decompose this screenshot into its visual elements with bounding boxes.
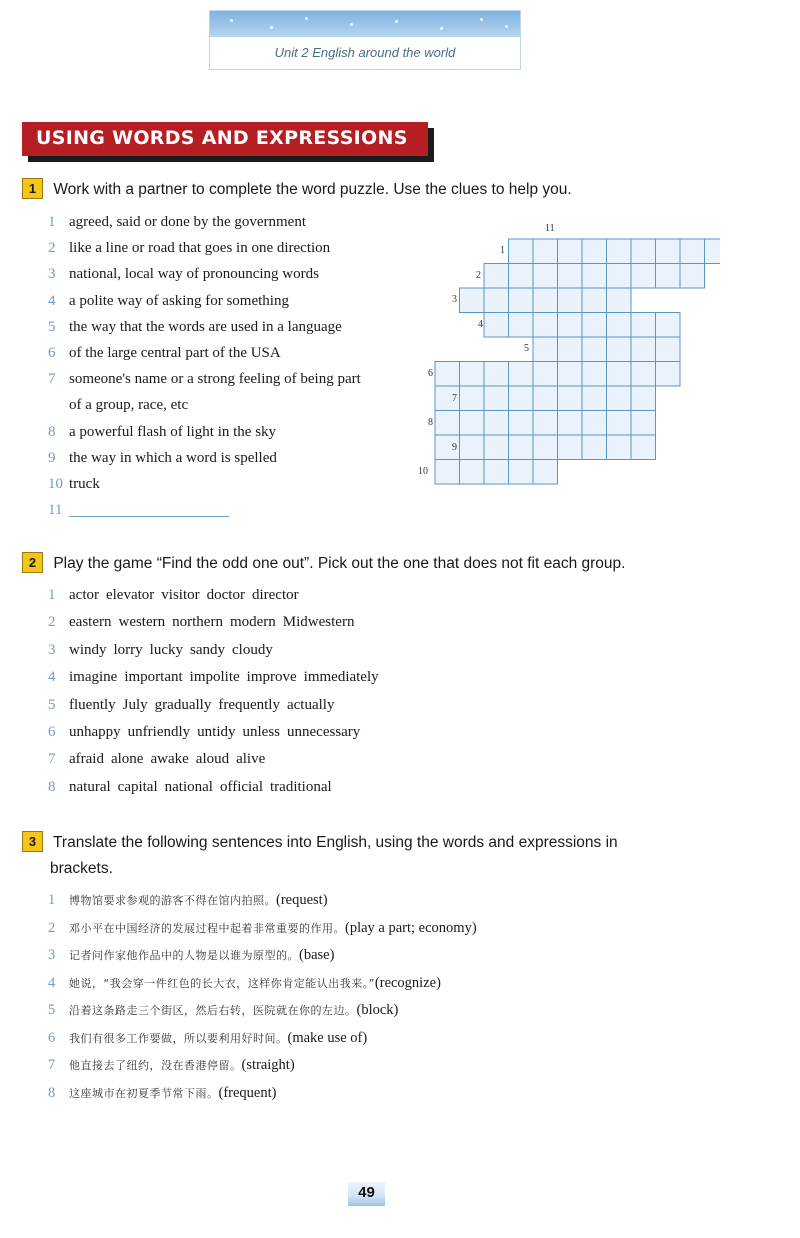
crossword-cell[interactable] — [484, 411, 509, 436]
instruction-text: Work with a partner to complete the word puzzle. Use the clues to help you. — [53, 181, 572, 198]
word-group: 8 natural capital national official traditional — [48, 778, 332, 795]
crossword-cell[interactable] — [435, 460, 460, 485]
crossword-cell[interactable] — [558, 411, 583, 436]
clue-item: 1 agreed, said or done by the government — [48, 214, 307, 230]
crossword-cell[interactable] — [631, 313, 656, 338]
crossword-cell[interactable] — [607, 435, 632, 460]
crossword-number: 6 — [428, 368, 433, 379]
crossword-cell[interactable] — [582, 264, 607, 289]
unit-title: Unit 2 English around the world — [274, 45, 456, 60]
crossword-cell[interactable] — [607, 337, 632, 362]
crossword-number: 10 — [418, 466, 428, 477]
crossword-cell[interactable] — [509, 411, 534, 436]
crossword-cell[interactable] — [460, 411, 485, 436]
crossword-cell[interactable] — [558, 337, 583, 362]
crossword-cell[interactable] — [533, 264, 558, 289]
translation-item: 7 他直接去了纽约，没在香港停留。(straight) — [48, 1057, 295, 1073]
crossword-number: 3 — [452, 294, 457, 305]
crossword-number: 1 — [500, 245, 505, 256]
crossword-cell[interactable] — [680, 264, 705, 289]
exercise-1-instruction — [22, 178, 572, 199]
crossword-grid — [410, 212, 720, 492]
crossword-cell[interactable] — [509, 239, 534, 264]
crossword-cell[interactable] — [558, 362, 583, 387]
page-number: 49 — [348, 1182, 385, 1206]
crossword-cell[interactable] — [582, 288, 607, 313]
crossword-cell[interactable] — [656, 337, 681, 362]
crossword-cell[interactable] — [631, 411, 656, 436]
crossword-cell[interactable] — [656, 264, 681, 289]
exercise-2-instruction — [22, 552, 625, 573]
crossword-cell[interactable] — [533, 288, 558, 313]
unit-banner — [209, 10, 521, 70]
crossword-cell[interactable] — [533, 337, 558, 362]
crossword-number: 9 — [452, 442, 457, 453]
clue-item-blank: 11 — [48, 497, 361, 523]
crossword-cell[interactable] — [435, 362, 460, 387]
crossword-cell[interactable] — [484, 362, 509, 387]
section-heading — [22, 122, 434, 162]
exercise-3-instruction — [22, 830, 618, 882]
crossword-cell[interactable] — [656, 239, 681, 264]
crossword-number: 8 — [428, 417, 433, 428]
crossword-cell[interactable] — [533, 386, 558, 411]
crossword-number: 5 — [524, 343, 529, 354]
crossword-cell[interactable] — [582, 337, 607, 362]
crossword-cell[interactable] — [607, 362, 632, 387]
translation-list — [48, 887, 477, 1107]
section-title: USING WORDS AND EXPRESSIONS — [36, 127, 408, 149]
crossword-number: 2 — [476, 270, 481, 281]
word-group: 5 fluently July gradually frequently actually — [48, 696, 335, 713]
translation-item: 2 邓小平在中国经济的发展过程中起着非常重要的作用。(play a part; economy) — [48, 919, 477, 936]
crossword-cell[interactable] — [558, 313, 583, 338]
crossword-cell[interactable] — [558, 435, 583, 460]
crossword-cell[interactable] — [509, 264, 534, 289]
crossword-cell[interactable] — [509, 386, 534, 411]
crossword-cell[interactable] — [484, 288, 509, 313]
crossword-cell[interactable] — [631, 386, 656, 411]
clue-item: 8 a powerful flash of light in the sky — [48, 423, 277, 440]
word-group: 6 unhappy unfriendly untidy unless unnecessary — [48, 724, 361, 741]
translation-item: 8 这座城市在初夏季节常下雨。(frequent) — [48, 1084, 277, 1101]
crossword-cell[interactable] — [558, 239, 583, 264]
clue-item: 3 national, local way of pronouncing words — [48, 266, 319, 283]
answer-blank[interactable] — [69, 504, 229, 517]
clue-item: 10 truck — [48, 476, 100, 493]
crossword-cell[interactable] — [533, 411, 558, 436]
clue-list — [48, 209, 361, 523]
translation-item: 3 记者问作家他作品中的人物是以谁为原型的。(base) — [48, 947, 335, 963]
crossword-cell[interactable] — [607, 386, 632, 411]
clue-item: 7 someone's name or a strong feeling of being part — [48, 371, 361, 388]
sky-decoration — [210, 11, 520, 37]
crossword-cell[interactable] — [533, 313, 558, 338]
word-group: 2 eastern western northern modern Midwestern — [48, 614, 355, 631]
crossword-cell[interactable] — [607, 411, 632, 436]
crossword-cell[interactable] — [656, 362, 681, 387]
exercise-number-badge: 2 — [22, 552, 43, 573]
clue-item-continued: of a group, race, etc — [69, 397, 189, 414]
crossword-cell[interactable] — [533, 460, 558, 485]
crossword-cell[interactable] — [607, 288, 632, 313]
crossword-cell[interactable] — [582, 386, 607, 411]
translation-item: 6 我们有很多工作要做，所以要利用好时间。(make use of) — [48, 1029, 368, 1046]
crossword-cell[interactable] — [509, 460, 534, 485]
clue-item: 6 of the large central part of the USA — [48, 345, 281, 362]
crossword-cell[interactable] — [435, 411, 460, 436]
crossword-cell[interactable] — [509, 313, 534, 338]
crossword-cell[interactable] — [607, 313, 632, 338]
crossword-cell[interactable] — [607, 239, 632, 264]
translation-item: 1 博物馆要求参观的游客不得在馆内拍照。(request) — [48, 892, 328, 908]
crossword-cell[interactable] — [484, 435, 509, 460]
crossword-cell[interactable] — [460, 435, 485, 460]
crossword-cell[interactable] — [460, 386, 485, 411]
crossword-cell[interactable] — [509, 435, 534, 460]
crossword-cell[interactable] — [484, 386, 509, 411]
crossword-cell[interactable] — [558, 288, 583, 313]
instruction-text: Translate the following sentences into English, using the words and expressions in — [53, 834, 618, 851]
crossword-number: 11 — [545, 223, 555, 234]
crossword-cell[interactable] — [656, 313, 681, 338]
crossword-cell[interactable] — [460, 362, 485, 387]
word-group: 4 imagine important impolite improve immediately — [48, 669, 379, 686]
crossword-cell[interactable] — [582, 435, 607, 460]
crossword-cell[interactable] — [460, 460, 485, 485]
exercise-number-badge: 3 — [22, 831, 43, 852]
crossword-cell[interactable] — [484, 313, 509, 338]
translation-item: 5 沿着这条路走三个街区，然后右转，医院就在你的左边。(block) — [48, 1002, 399, 1018]
crossword-cell[interactable] — [631, 435, 656, 460]
crossword-cell[interactable] — [533, 362, 558, 387]
crossword-cell[interactable] — [533, 435, 558, 460]
crossword-cell[interactable] — [558, 386, 583, 411]
crossword-cell[interactable] — [680, 239, 705, 264]
instruction-text: Play the game “Find the odd one out”. Pick out the one that does not fit each group. — [53, 555, 626, 572]
crossword-cell[interactable] — [631, 264, 656, 289]
word-group: 7 afraid alone awake aloud alive — [48, 751, 266, 768]
word-group: 1 actor elevator visitor doctor director — [48, 587, 299, 603]
crossword-cell[interactable] — [631, 337, 656, 362]
crossword-cell[interactable] — [484, 460, 509, 485]
crossword-cell[interactable] — [631, 362, 656, 387]
crossword-cell[interactable] — [705, 239, 721, 264]
crossword-cell[interactable] — [533, 239, 558, 264]
odd-one-out-list — [48, 582, 386, 801]
crossword-cell[interactable] — [582, 362, 607, 387]
clue-item: 4 a polite way of asking for something — [48, 292, 289, 309]
crossword-cell[interactable] — [460, 288, 485, 313]
crossword-cell[interactable] — [631, 239, 656, 264]
crossword-cell[interactable] — [558, 264, 583, 289]
crossword-cell[interactable] — [582, 313, 607, 338]
crossword-cell[interactable] — [582, 411, 607, 436]
translation-item: 4 她说，“我会穿一件红色的长大衣，这样你肯定能认出我来。”(recognize) — [48, 974, 441, 991]
crossword-cell[interactable] — [509, 362, 534, 387]
instruction-text-continued: brackets. — [50, 860, 113, 877]
word-group: 3 windy lorry lucky sandy cloudy — [48, 641, 273, 658]
crossword-cell[interactable] — [607, 264, 632, 289]
clue-item: 2 like a line or road that goes in one direction — [48, 240, 331, 257]
crossword-cell[interactable] — [582, 239, 607, 264]
clue-item: 5 the way that the words are used in a language — [48, 318, 342, 335]
crossword-cell[interactable] — [509, 288, 534, 313]
crossword-number: 7 — [452, 393, 457, 404]
exercise-number-badge: 1 — [22, 178, 43, 199]
crossword-cell[interactable] — [484, 264, 509, 289]
crossword-number: 4 — [478, 319, 483, 330]
clue-item: 9 the way in which a word is spelled — [48, 449, 277, 466]
